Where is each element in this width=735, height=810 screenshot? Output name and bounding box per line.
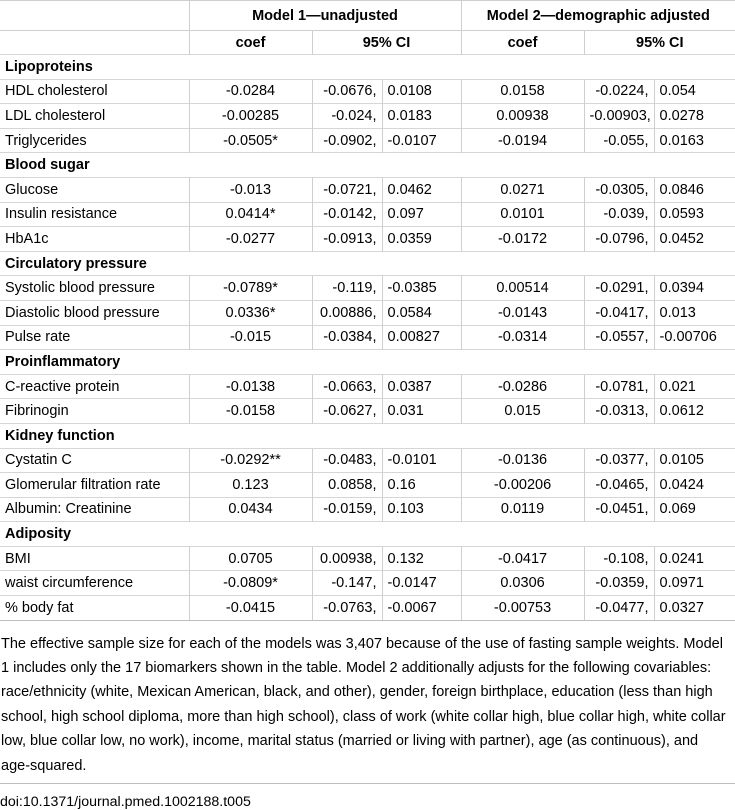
model2-coef: -0.00206 (461, 473, 584, 498)
model1-coef: 0.0705 (189, 546, 312, 571)
model2-ci-lower: -0.0291, (584, 276, 654, 301)
model1-coef: -0.0809* (189, 571, 312, 596)
model1-coef: -0.0284 (189, 79, 312, 104)
model1-coef: -0.0138 (189, 374, 312, 399)
model1-ci-lower: 0.00938, (312, 546, 382, 571)
group-row (0, 423, 735, 448)
model1-ci-upper: 0.0584 (382, 300, 461, 325)
model2-coef: -0.0286 (461, 374, 584, 399)
row-label: Insulin resistance (0, 202, 189, 227)
model2-ci-lower: -0.0305, (584, 177, 654, 202)
model1-coef: -0.0292** (189, 448, 312, 473)
model2-ci-lower: -0.039, (584, 202, 654, 227)
model1-ci-lower: -0.0483, (312, 448, 382, 473)
table-row (0, 497, 735, 522)
model1-ci-upper: 0.0183 (382, 104, 461, 129)
header-blank (0, 31, 189, 55)
table-row (0, 79, 735, 104)
model2-ci-upper: 0.013 (654, 300, 735, 325)
model1-coef: 0.0414* (189, 202, 312, 227)
model1-ci-upper: 0.0359 (382, 227, 461, 252)
row-label: waist circumference (0, 571, 189, 596)
model2-coef: 0.00514 (461, 276, 584, 301)
header-row-models (0, 1, 735, 31)
model2-coef: 0.0306 (461, 571, 584, 596)
model1-ci-lower: -0.119, (312, 276, 382, 301)
model2-coef: 0.00938 (461, 104, 584, 129)
model1-coef: -0.0505* (189, 128, 312, 153)
model1-ci-lower: -0.147, (312, 571, 382, 596)
table-footnote: The effective sample size for each of the models was 3,407 because of the use of fasting sample weights. Model 1 includes only the 17 biomarkers shown in the table. Model 2 additionally adjusts for the following covariables: race/ethnicity (white, Mexican American, black, and other), gender, foreign birthplace, education (less than high school, high school diploma, more than high school), class of work (white collar high, blue collar high, white collar low, blue collar low, no work), income, marital status (married or living with partner), age (as continuous), and age-squared. (1, 635, 726, 774)
model2-ci-upper: 0.0612 (654, 399, 735, 424)
model2-coef: -0.0136 (461, 448, 584, 473)
row-label: HbA1c (0, 227, 189, 252)
model1-ci-lower: -0.0913, (312, 227, 382, 252)
model1-coef: -0.0415 (189, 596, 312, 621)
group-label: Circulatory pressure (0, 251, 735, 276)
model2-ci-lower: -0.0465, (584, 473, 654, 498)
model1-ci-upper: 0.00827 (382, 325, 461, 350)
model2-coef: 0.0271 (461, 177, 584, 202)
model2-ci-lower: -0.055, (584, 128, 654, 153)
model1-coef: -0.0789* (189, 276, 312, 301)
model1-ci-upper: 0.0387 (382, 374, 461, 399)
model1-coef: -0.013 (189, 177, 312, 202)
group-row (0, 55, 735, 80)
model2-ci-upper: 0.0241 (654, 546, 735, 571)
group-label: Blood sugar (0, 153, 735, 178)
row-label: Pulse rate (0, 325, 189, 350)
model1-ci-lower: -0.0627, (312, 399, 382, 424)
model1-coef: 0.0336* (189, 300, 312, 325)
model1-ci-upper: -0.0107 (382, 128, 461, 153)
row-label: Systolic blood pressure (0, 276, 189, 301)
row-label: HDL cholesterol (0, 79, 189, 104)
model2-ci-lower: -0.0224, (584, 79, 654, 104)
model2-ci-lower: -0.0417, (584, 300, 654, 325)
table-row (0, 448, 735, 473)
model1-ci-upper: 0.16 (382, 473, 461, 498)
model2-ci-upper: 0.069 (654, 497, 735, 522)
model1-coef: 0.0434 (189, 497, 312, 522)
table-row (0, 227, 735, 252)
model2-header: Model 2—demographic adjusted (461, 1, 735, 31)
table-row (0, 202, 735, 227)
header-blank (0, 1, 189, 31)
model2-ci-upper: 0.0327 (654, 596, 735, 621)
group-row (0, 350, 735, 375)
table-row (0, 177, 735, 202)
model2-coef: -0.0417 (461, 546, 584, 571)
model2-coef: -0.0314 (461, 325, 584, 350)
row-label: Albumin: Creatinine (0, 497, 189, 522)
model2-coef: 0.0119 (461, 497, 584, 522)
model1-ci-upper: 0.103 (382, 497, 461, 522)
row-label: Fibrinogin (0, 399, 189, 424)
group-label: Kidney function (0, 423, 735, 448)
table-row (0, 300, 735, 325)
model2-ci-lower: -0.00903, (584, 104, 654, 129)
model2-ci-upper: 0.054 (654, 79, 735, 104)
row-label: Cystatin C (0, 448, 189, 473)
table-row (0, 473, 735, 498)
table-row (0, 546, 735, 571)
row-label: Glomerular filtration rate (0, 473, 189, 498)
model1-coef: -0.0158 (189, 399, 312, 424)
model2-ci-upper: 0.0163 (654, 128, 735, 153)
model2-ci-lower: -0.0477, (584, 596, 654, 621)
model2-ci-upper: 0.0278 (654, 104, 735, 129)
model1-ci-lower: 0.00886, (312, 300, 382, 325)
model1-coef: 0.123 (189, 473, 312, 498)
model2-ci-upper: 0.0593 (654, 202, 735, 227)
model2-coef: 0.0158 (461, 79, 584, 104)
group-label: Proinflammatory (0, 350, 735, 375)
model1-ci-upper: 0.0462 (382, 177, 461, 202)
model1-ci-lower: 0.0858, (312, 473, 382, 498)
model1-ci-upper: 0.0108 (382, 79, 461, 104)
header-row-stats (0, 31, 735, 55)
model2-ci-upper: -0.00706 (654, 325, 735, 350)
model2-coef-header: coef (461, 31, 584, 55)
model2-ci-lower: -0.0313, (584, 399, 654, 424)
model1-ci-lower: -0.0902, (312, 128, 382, 153)
row-label: Glucose (0, 177, 189, 202)
row-label: Triglycerides (0, 128, 189, 153)
model1-coef-header: coef (189, 31, 312, 55)
model2-ci-lower: -0.0359, (584, 571, 654, 596)
table-row (0, 325, 735, 350)
group-label: Adiposity (0, 522, 735, 547)
group-row (0, 153, 735, 178)
table-row (0, 571, 735, 596)
row-label: LDL cholesterol (0, 104, 189, 129)
model1-coef: -0.0277 (189, 227, 312, 252)
model2-ci-upper: 0.0452 (654, 227, 735, 252)
model2-ci-upper: 0.0394 (654, 276, 735, 301)
model1-ci-lower: -0.024, (312, 104, 382, 129)
model1-ci-lower: -0.0142, (312, 202, 382, 227)
model2-coef: -0.0194 (461, 128, 584, 153)
model1-ci-lower: -0.0676, (312, 79, 382, 104)
model1-ci-upper: -0.0147 (382, 571, 461, 596)
model1-header: Model 1—unadjusted (189, 1, 461, 31)
model2-coef: -0.0172 (461, 227, 584, 252)
doi-line: doi:10.1371/journal.pmed.1002188.t005 (0, 783, 735, 810)
model1-coef: -0.00285 (189, 104, 312, 129)
group-row (0, 522, 735, 547)
model2-coef: 0.0101 (461, 202, 584, 227)
group-row (0, 251, 735, 276)
model1-ci-upper: -0.0101 (382, 448, 461, 473)
model2-ci-lower: -0.0377, (584, 448, 654, 473)
model1-ci-upper: 0.031 (382, 399, 461, 424)
model2-coef: -0.00753 (461, 596, 584, 621)
model1-ci-lower: -0.0721, (312, 177, 382, 202)
table-row (0, 596, 735, 621)
model1-coef: -0.015 (189, 325, 312, 350)
model1-ci-lower: -0.0159, (312, 497, 382, 522)
model1-ci-lower: -0.0763, (312, 596, 382, 621)
model2-coef: -0.0143 (461, 300, 584, 325)
table-body (0, 55, 735, 621)
model1-ci-upper: 0.097 (382, 202, 461, 227)
model2-coef: 0.015 (461, 399, 584, 424)
model1-ci-upper: 0.132 (382, 546, 461, 571)
row-label: BMI (0, 546, 189, 571)
row-label: C-reactive protein (0, 374, 189, 399)
model2-ci-upper: 0.0971 (654, 571, 735, 596)
model2-ci-lower: -0.0781, (584, 374, 654, 399)
model2-ci-upper: 0.021 (654, 374, 735, 399)
model2-ci-upper: 0.0105 (654, 448, 735, 473)
model2-ci-lower: -0.0796, (584, 227, 654, 252)
table-row (0, 374, 735, 399)
model1-ci-header: 95% CI (312, 31, 461, 55)
table-row (0, 399, 735, 424)
model1-ci-upper: -0.0067 (382, 596, 461, 621)
model1-ci-upper: -0.0385 (382, 276, 461, 301)
model2-ci-lower: -0.0451, (584, 497, 654, 522)
row-label: % body fat (0, 596, 189, 621)
model2-ci-upper: 0.0424 (654, 473, 735, 498)
model2-ci-lower: -0.108, (584, 546, 654, 571)
model2-ci-upper: 0.0846 (654, 177, 735, 202)
group-label: Lipoproteins (0, 55, 735, 80)
row-label: Diastolic blood pressure (0, 300, 189, 325)
model1-ci-lower: -0.0663, (312, 374, 382, 399)
table-row (0, 128, 735, 153)
model1-ci-lower: -0.0384, (312, 325, 382, 350)
model2-ci-lower: -0.0557, (584, 325, 654, 350)
model2-ci-header: 95% CI (584, 31, 735, 55)
table-row (0, 104, 735, 129)
table-row (0, 276, 735, 301)
